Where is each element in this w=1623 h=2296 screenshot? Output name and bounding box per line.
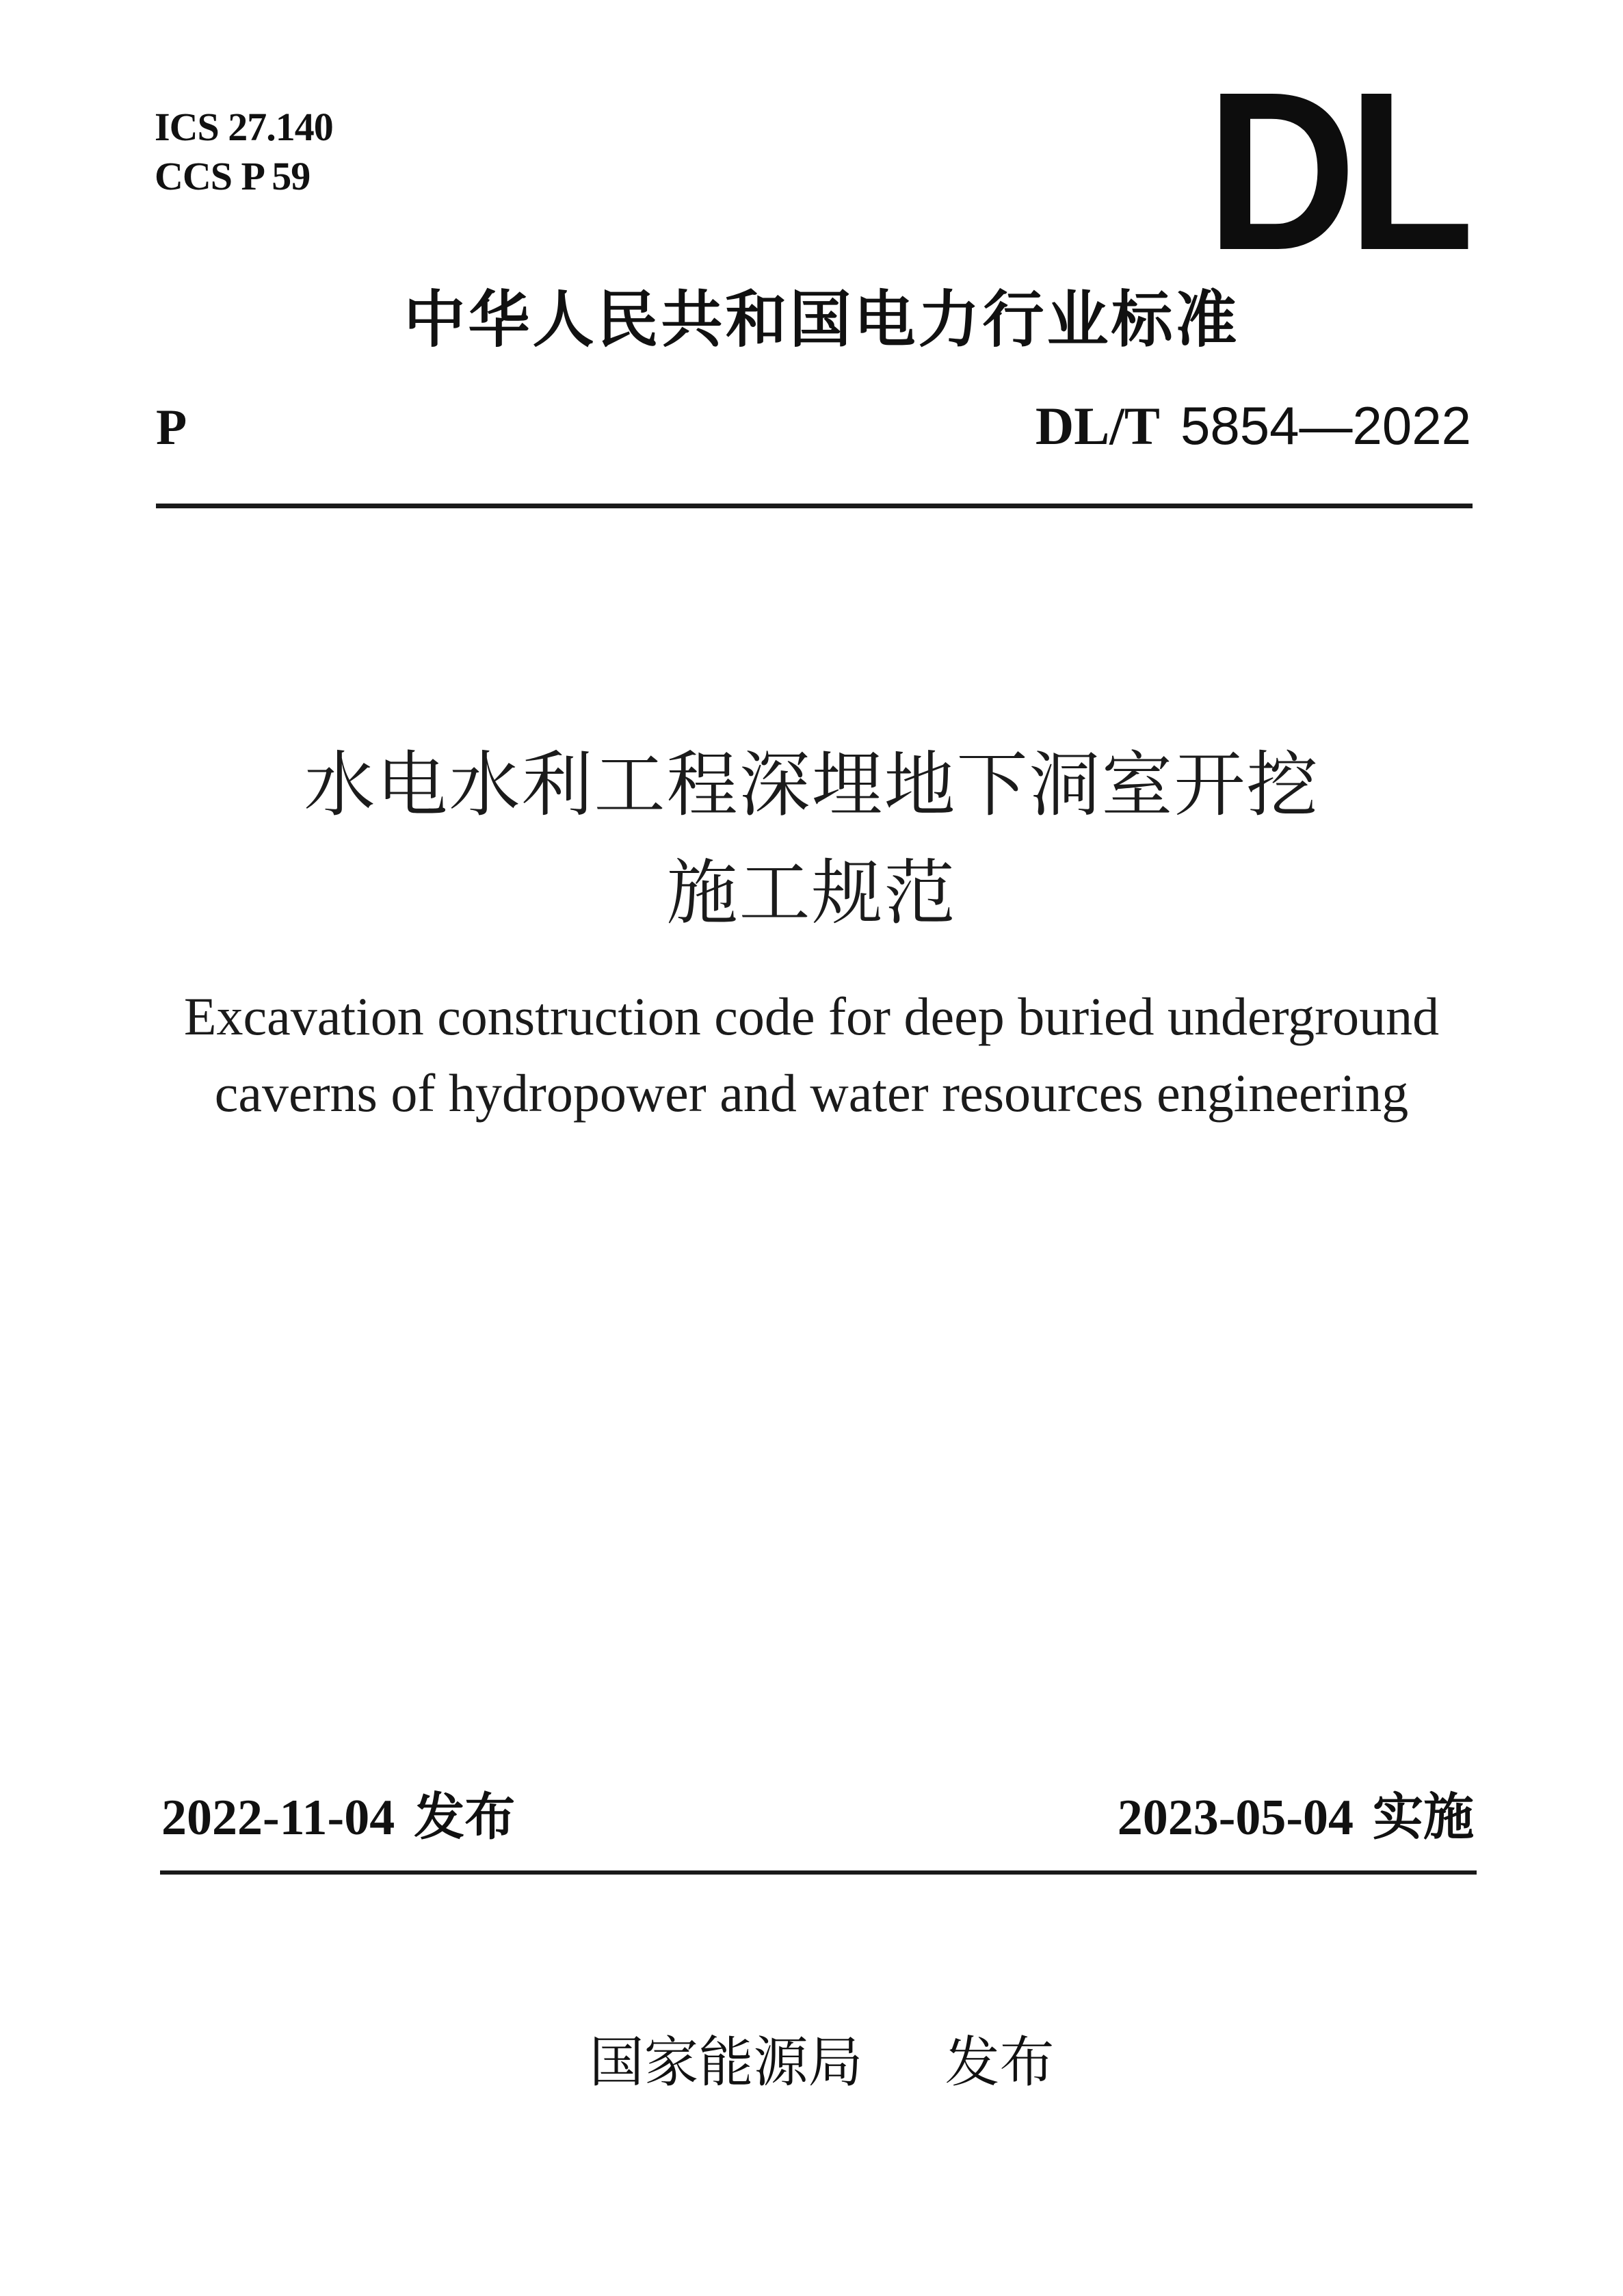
standard-number xyxy=(1035,391,1471,460)
english-title-line-2: caverns of hydropower and water resources engineering xyxy=(214,1063,1409,1123)
chinese-title xyxy=(0,731,1623,947)
publisher-name: 国家能源局 xyxy=(589,2031,863,2094)
english-title xyxy=(0,978,1623,1132)
issue-date xyxy=(161,1784,515,1851)
implementation-date xyxy=(1118,1784,1474,1851)
english-title-line-1: Excavation construction code for deep buried underground xyxy=(183,987,1440,1046)
footer-rule xyxy=(160,1870,1477,1875)
header-rule xyxy=(156,504,1473,508)
publisher-verb: 发布 xyxy=(945,2031,1055,2094)
chinese-title-line-1: 水电水利工程深埋地下洞室开挖 xyxy=(304,743,1319,826)
standard-number-value: 5854—2022 xyxy=(1180,395,1471,456)
standard-code: DL/T xyxy=(1035,396,1160,456)
category-letter: P xyxy=(156,400,187,456)
publisher-line xyxy=(0,2025,1623,2100)
implementation-date-value: 2023-05-04 xyxy=(1117,1790,1354,1846)
chinese-title-line-2: 施工规范 xyxy=(666,851,957,935)
ics-code: ICS 27.140 xyxy=(155,105,333,149)
classification-codes xyxy=(155,103,333,201)
issue-date-value: 2022-11-04 xyxy=(161,1790,395,1846)
industry-standard-heading: 中华人民共和国电力行业标准 xyxy=(404,284,1240,356)
implementation-label: 实施 xyxy=(1373,1788,1474,1847)
dl-logo: DL xyxy=(1206,44,1466,297)
ccs-code: CCS P 59 xyxy=(155,154,311,198)
issue-label: 发布 xyxy=(414,1788,516,1847)
